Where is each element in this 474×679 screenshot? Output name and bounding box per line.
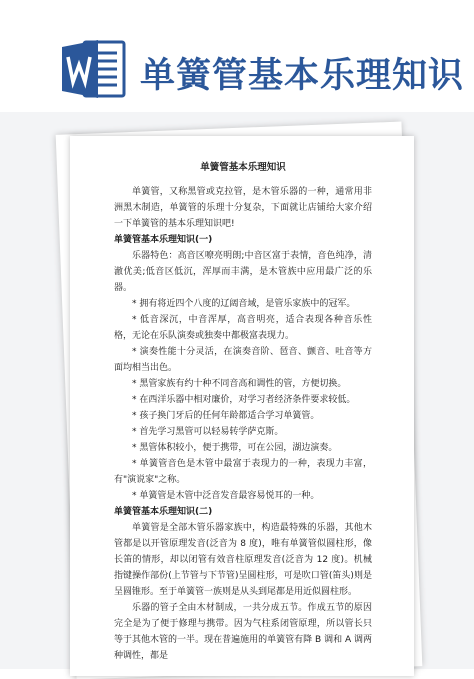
bullet-item: * 演奏性能十分灵活，在演奏音阶、琶音、颤音、吐音等方面均相当出色。 — [114, 347, 372, 373]
bullet-item: * 在西洋乐器中相对廉价，对学习者经济条件要求较低。 — [132, 395, 356, 405]
paragraph-material: 乐器的管子全由木材制成，一共分成五节。作成五节的原因完全是为了便于修理与携带。因为气柱系闭管原理，所以管长只等于其他木管的一半。现在普遍施用的单簧管有降 B 调和 A 调两种调性，都是 — [114, 603, 372, 661]
bullet-item: * 拥有将近四个八度的辽阔音域，是管乐家族中的冠军。 — [132, 299, 356, 309]
header-banner — [0, 0, 474, 112]
bullet-item: * 黑管家族有约十种不同音高和调性的管，方便切换。 — [132, 379, 347, 389]
bullet-item: * 单簧管音色是木管中最富于表现力的一种，表现力丰富，有"演说家"之称。 — [114, 459, 372, 485]
section-heading-2: 单簧管基本乐理知识(二) — [114, 507, 213, 517]
intro-paragraph: 单簧管，又称黑管或克拉管，是木管乐器的一种，通常用非洲黑木制造，单簧管的乐理十分复杂，下面就让店铺给大家介绍一下单簧管的基本乐理知识吧! — [114, 187, 372, 229]
bullet-item: * 孩子换门牙后的任何年龄都适合学习单簧管。 — [132, 411, 320, 421]
section-heading-1: 单簧管基本乐理知识(一) — [114, 235, 213, 245]
bullet-item: * 首先学习黑管可以轻易转学萨克斯。 — [132, 427, 284, 437]
document-title: 单簧管基本乐理知识 — [200, 162, 286, 173]
paragraph-construction: 单簧管是全部木管乐器家族中，构造最特殊的乐器，其他木管都是以开管原理发音(泛音为 8 度)，唯有单簧管似圆柱形，像长笛的情形，却以闭管有效音柱原理发音(泛音为 12 度)。机械指键操作部份(上节管与下节管)呈圆柱形，可是吹口管(笛头)则是呈圆锥形。至于单簧管一族则是从头到尾都是用近似圆柱形。 — [114, 523, 372, 597]
word-doc-icon — [62, 38, 126, 100]
bullet-item: * 单簧管是木管中泛音发音最容易悦耳的一种。 — [132, 491, 320, 501]
header-title: 单簧管基本乐理知识 — [140, 56, 465, 96]
bullet-item: * 低音深沉，中音浑厚，高音明亮，适合表现各种音乐性格，无论在乐队演奏或独奏中都极富表现力。 — [114, 315, 372, 341]
bullet-item: * 黑管体积较小，便于携带，可在公园，湖边演奏。 — [132, 443, 338, 453]
document-page — [70, 136, 414, 676]
document-body — [114, 160, 372, 664]
paragraph-features: 乐器特色：高音区嘹亮明朗;中音区富于表情，音色纯净，清澈优美;低音区低沉，浑厚而丰满，是木管族中应用最广泛的乐器。 — [114, 251, 372, 293]
